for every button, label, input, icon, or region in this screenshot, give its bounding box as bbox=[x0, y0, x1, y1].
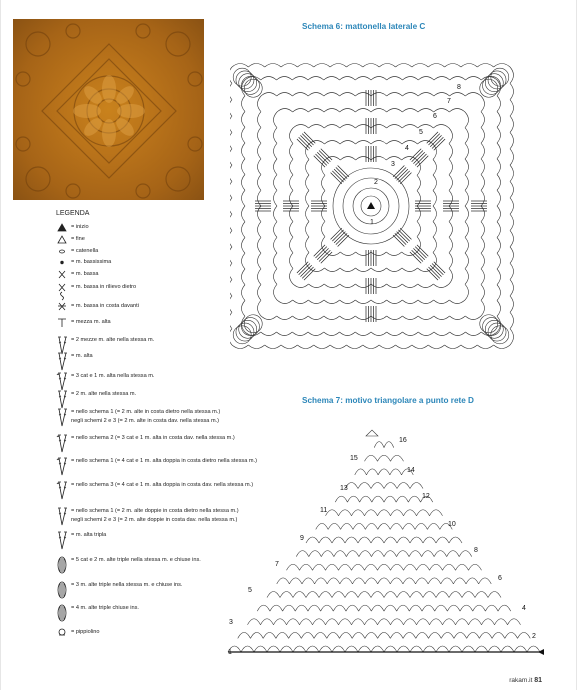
round-number: 2 bbox=[374, 179, 378, 186]
two-double-loop-icon bbox=[56, 408, 70, 428]
legend-item-text: = nello schema 2 (= 3 cat e 1 m. alta in costa dav. nella stessa m.) bbox=[71, 435, 235, 441]
three-chain-double-loop-icon bbox=[56, 434, 70, 454]
row-number: 15 bbox=[350, 455, 358, 462]
half-double-icon bbox=[56, 318, 70, 338]
schema6-diagram bbox=[230, 50, 530, 360]
legend-item-text: = nello schema 3 (= 4 cat e 1 m. alta doppia in costa dav. nella stessa m.) bbox=[71, 482, 254, 488]
legend-item-text: = 2 m. alte nella stessa m. bbox=[71, 391, 137, 397]
round-number: 4 bbox=[405, 145, 409, 152]
legend-item-text: = m. alta tripla bbox=[71, 532, 107, 538]
schema7-diagram bbox=[222, 420, 552, 660]
row-number: 2 bbox=[532, 633, 536, 640]
legend-item-text: = 3 cat e 1 m. alta nella stessa m. bbox=[71, 373, 155, 379]
legend-item-text: negli schemi 2 e 3 (= 2 m. alte doppie in costa dav. nella stessa m.) bbox=[71, 517, 238, 523]
legend-item-text: = fine bbox=[71, 236, 85, 242]
row-number: 16 bbox=[399, 437, 407, 444]
legend-item-text: = 2 mezze m. alte nella stessa m. bbox=[71, 337, 155, 343]
legend-item-text: = pippiolino bbox=[71, 629, 100, 635]
picot-icon bbox=[56, 628, 70, 648]
row-number: 4 bbox=[522, 605, 526, 612]
schema7-title: Schema 7: motivo triangolare a punto rete D bbox=[302, 396, 474, 405]
legend-item-text: = mezza m. alta bbox=[71, 319, 111, 325]
legend-item-text: = 4 m. alte triple chiuse ins. bbox=[71, 605, 139, 611]
row-number: 1 bbox=[228, 649, 232, 656]
row-number: 12 bbox=[422, 493, 430, 500]
legend-title: LEGENDA bbox=[56, 210, 90, 217]
legend-item-text: = 5 cat e 2 m. alte triple nella stessa m. e chiuse ins. bbox=[71, 557, 201, 563]
round-number: 5 bbox=[419, 129, 423, 136]
round-number: 8 bbox=[457, 84, 461, 91]
double-icon bbox=[56, 352, 70, 372]
legend-item-text: = catenella bbox=[71, 248, 99, 254]
two-treble-loop-icon bbox=[56, 507, 70, 527]
row-number: 8 bbox=[474, 547, 478, 554]
legend-item-text: = m. bassissima bbox=[71, 259, 112, 265]
round-number: 1 bbox=[370, 219, 374, 226]
footer-site: rakam.it bbox=[509, 677, 533, 684]
cluster-four-icon bbox=[56, 604, 70, 624]
legend-item-text: = 3 m. alte triple nella stessa m. e chiuse ins. bbox=[71, 582, 183, 588]
legend-item-text: negli schemi 2 e 3 (= 2 m. alte in costa dav. nella stessa m.) bbox=[71, 418, 220, 424]
round-number: 3 bbox=[391, 161, 395, 168]
legend-item-text: = nello schema 1 (= 4 cat e 1 m. alta doppia in costa dietro nella stessa m.) bbox=[71, 458, 257, 464]
row-number: 7 bbox=[275, 561, 279, 568]
row-number: 3 bbox=[229, 619, 233, 626]
crochet-photo-image bbox=[13, 19, 204, 200]
round-number: 7 bbox=[447, 98, 451, 105]
legend-item-text: = m. bassa in costa davanti bbox=[71, 303, 139, 309]
footer-page-number: 81 bbox=[534, 677, 542, 684]
crochet-photo bbox=[13, 19, 204, 200]
row-number: 6 bbox=[498, 575, 502, 582]
cluster-five-icon bbox=[56, 556, 70, 576]
row-number: 11 bbox=[320, 507, 328, 514]
page-footer bbox=[509, 677, 542, 684]
cluster-three-icon bbox=[56, 581, 70, 601]
round-number: 6 bbox=[433, 113, 437, 120]
row-number: 13 bbox=[340, 485, 348, 492]
row-number: 5 bbox=[248, 587, 252, 594]
three-chain-double-icon bbox=[56, 372, 70, 392]
legend-item-text: = m. alta bbox=[71, 353, 93, 359]
legend-item-text: = m. bassa in rilievo dietro bbox=[71, 284, 137, 290]
legend-item-text: = inizio bbox=[71, 224, 89, 230]
row-number: 10 bbox=[448, 521, 456, 528]
triple-treble-icon bbox=[56, 531, 70, 551]
two-double-icon bbox=[56, 390, 70, 410]
legend-item-text: = m. bassa bbox=[71, 271, 99, 277]
schema6-title: Schema 6: mattonella laterale C bbox=[302, 22, 426, 31]
legend-item-text: = nello schema 1 (= 2 m. alte doppie in costa dietro nella stessa m.) bbox=[71, 508, 239, 514]
row-number: 9 bbox=[300, 535, 304, 542]
x-back-loop-icon bbox=[56, 283, 70, 303]
row-number: 14 bbox=[407, 467, 415, 474]
four-chain-treble-front-icon bbox=[56, 481, 70, 501]
legend-item-text: = nello schema 1 (= 2 m. alte in costa dietro nella stessa m.) bbox=[71, 409, 221, 415]
four-chain-treble-back-icon bbox=[56, 457, 70, 477]
